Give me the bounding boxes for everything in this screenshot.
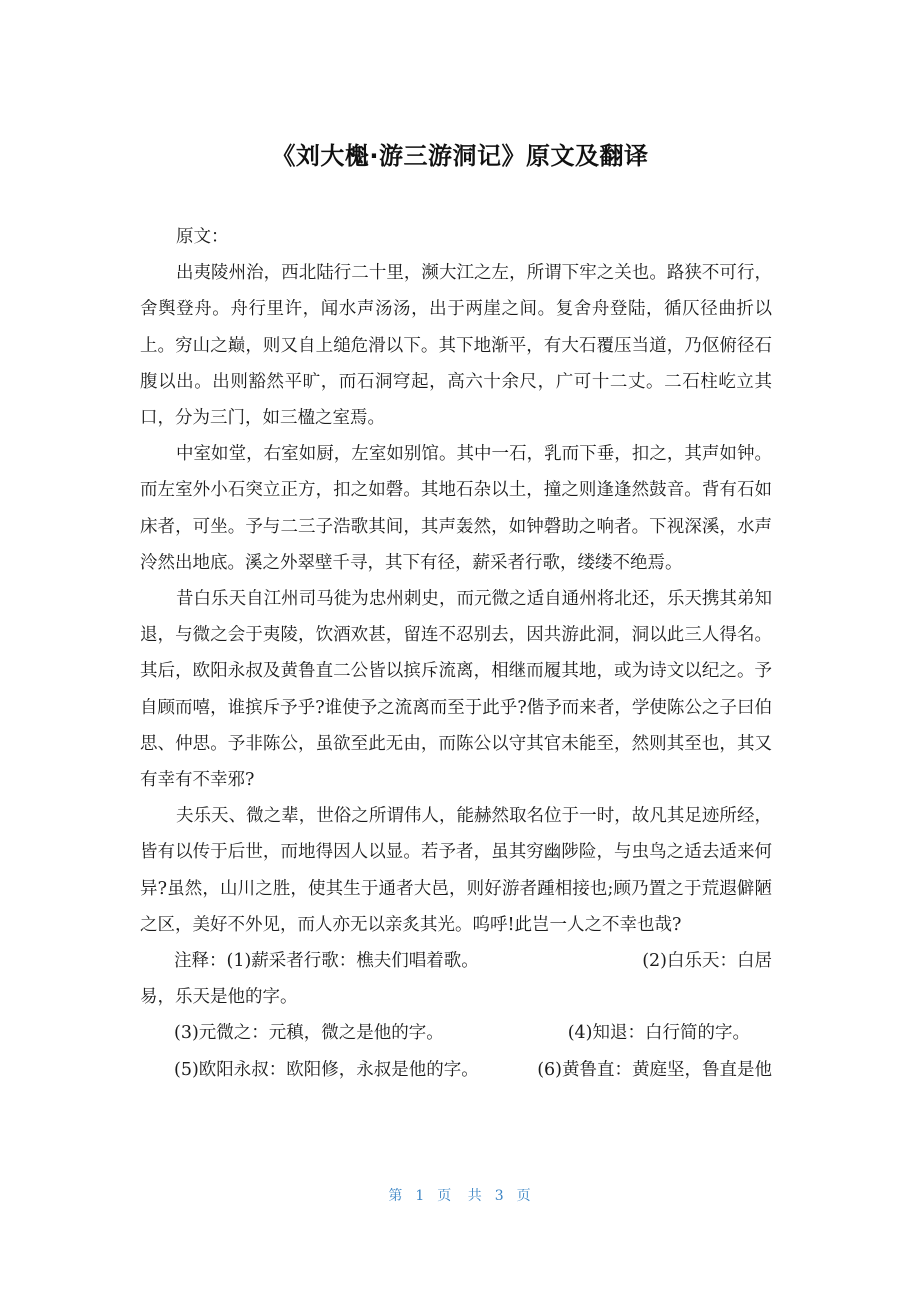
document-body — [140, 219, 772, 1088]
note-6: (6)黄鲁直：黄庭坚，鲁直是他 — [537, 1059, 772, 1080]
page-footer — [0, 1184, 920, 1208]
current-page-number: 1 — [415, 1188, 426, 1204]
page-label: 第 — [388, 1188, 404, 1204]
note-4: (4)知退：白行简的字。 — [567, 1023, 750, 1044]
document-title: 《刘大櫆·游三游洞记》原文及翻译 — [271, 142, 649, 170]
note-5: (5)欧阳永叔：欧阳修，永叔是他的字。 — [174, 1059, 479, 1080]
notes-row — [140, 1015, 772, 1051]
paragraph: 出夷陵州治，西北陆行二十里，濒大江之左，所谓下牢之关也。路狭不可行，舍舆登舟。舟行里许，闻水声汤汤，出于两崖之间。复舍舟登陆，循仄径曲折以上。穷山之巅，则又自上缒危滑以下。其下地渐平，有大石覆压当道，乃伛俯径石腹以出。出则豁然平旷，而石洞穹起，高六十余尺，广可十二丈。二石柱屹立其口，分为三门，如三楹之室焉。 — [140, 263, 772, 429]
notes-row — [140, 1052, 772, 1088]
note-1: 注释：(1)薪采者行歌：樵夫们唱着歌。 — [174, 951, 479, 972]
note-2-continued: 易，乐天是他的字。 — [140, 987, 298, 1008]
paragraph: 昔白乐天自江州司马徙为忠州刺史，而元微之适自通州将北还，乐天携其弟知退，与微之会于夷陵，饮酒欢甚，留连不忍别去，因共游此洞，洞以此三人得名。其后，欧阳永叔及黄鲁直二公皆以摈斥流离，相继而履其地，或为诗文以纪之。予自顾而嘻，谁摈斥予乎?谁使予之流离而至于此乎?偕予而来者，学使陈公之子曰伯思、仲思。予非陈公，虽欲至此无由，而陈公以守其官未能至，然则其至也，其又有幸有不幸邪? — [140, 589, 772, 791]
paragraph: 中室如堂，右室如厨，左室如别馆。其中一石，乳而下垂，扣之，其声如钟。而左室外小石突立正方，扣之如磬。其地石杂以土，撞之则逢逢然鼓音。背有石如床者，可坐。予与二三子浩歌其间，其声轰然，如钟磬助之响者。下视深溪，水声泠然出地底。溪之外翠壁千寻，其下有径，薪采者行歌，缕缕不绝焉。 — [140, 444, 772, 573]
total-pages-number: 3 — [494, 1188, 505, 1204]
paragraph: 夫乐天、微之辈，世俗之所谓伟人，能赫然取名位于一时，故凡其足迹所经，皆有以传于后世，而地得因人以显。若予者，虽其穷幽陟险，与虫鸟之适去适来何异?虽然，山川之胜，使其生于通者大邑，则好游者踵相接也;顾乃置之于荒遐僻陋之区，美好不外见，而人亦无以亲炙其光。呜呼!此岂一人之不幸也哉? — [140, 806, 772, 935]
note-2-start: (2)白乐天：白居 — [642, 951, 772, 972]
total-label: 页 共 — [437, 1188, 483, 1204]
section-heading: 原文： — [176, 227, 229, 247]
note-3: (3)元微之：元稹，微之是他的字。 — [174, 1023, 444, 1044]
notes-row — [140, 943, 772, 979]
end-label: 页 — [516, 1188, 532, 1204]
